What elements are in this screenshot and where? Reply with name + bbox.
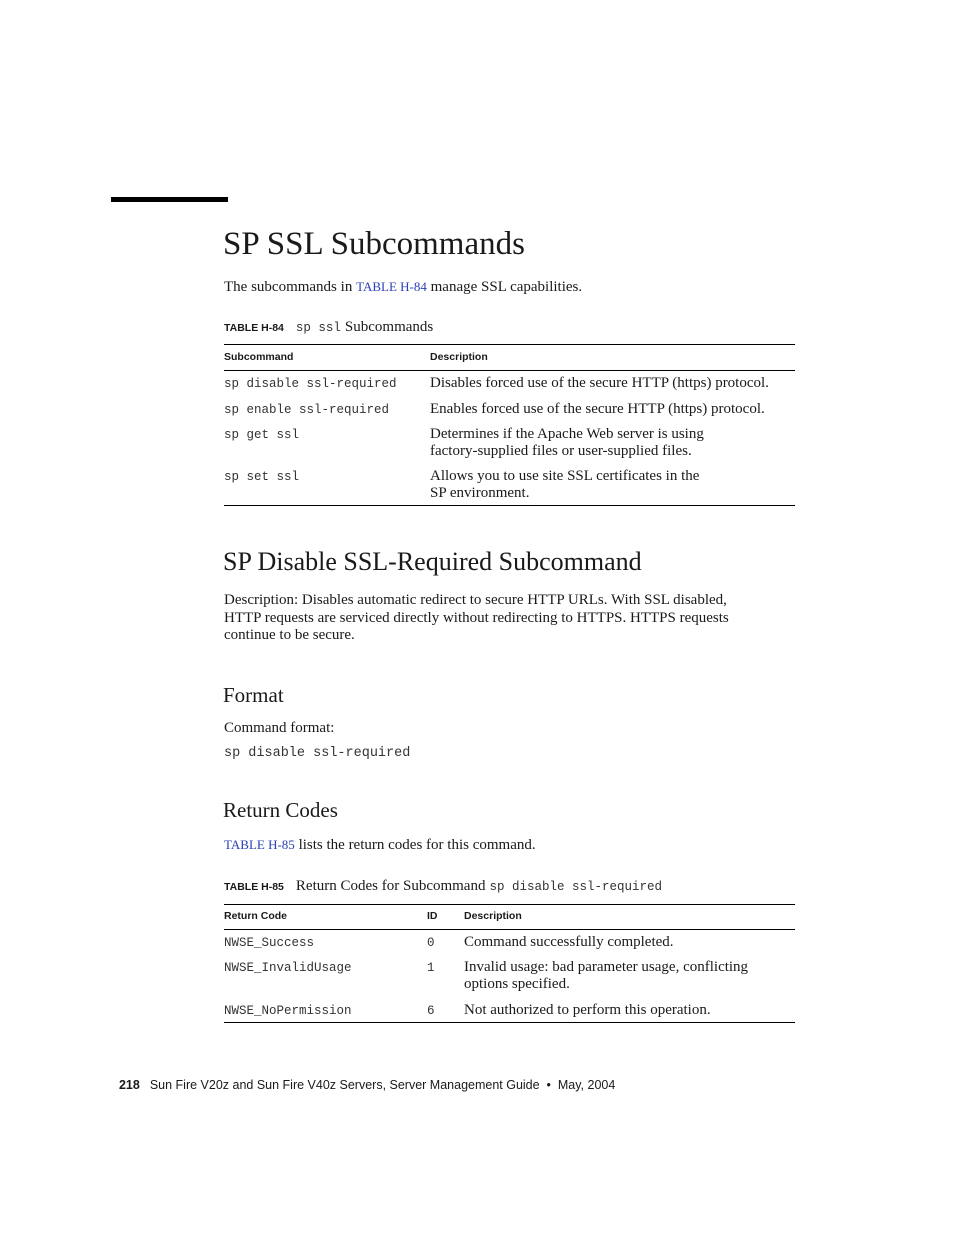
- table-cell-code: NWSE_NoPermission: [224, 1004, 352, 1018]
- table-bottom-rule: [224, 1022, 795, 1023]
- table-cell-description: Determines if the Apache Web server is using: [430, 426, 704, 442]
- table-cell-description: Command successfully completed.: [464, 934, 674, 950]
- table-cell-description: SP environment.: [430, 485, 530, 501]
- table-cell-command: sp enable ssl-required: [224, 403, 390, 417]
- table-h84-caption: [224, 318, 433, 337]
- col-header-id: ID: [427, 910, 438, 922]
- description-line: continue to be secure.: [224, 627, 355, 643]
- table-cell-code: NWSE_Success: [224, 936, 315, 950]
- return-codes-intro: [224, 836, 536, 855]
- table-cell-description: options specified.: [464, 976, 570, 992]
- table-cell-description: Invalid usage: bad parameter usage, conflicting: [464, 959, 749, 975]
- table-h84-link[interactable]: TABLE H-84: [356, 279, 427, 294]
- intro-text-post: manage SSL capabilities.: [430, 279, 583, 295]
- description-line: HTTP requests are serviced directly without redirecting to HTTPS. HTTPS requests: [224, 610, 729, 626]
- table-cell-command: sp get ssl: [224, 428, 300, 442]
- description-line: Description: Disables automatic redirect to secure HTTP URLs. With SSL disabled,: [224, 592, 727, 608]
- format-label: Command format:: [224, 720, 335, 736]
- table-label: TABLE H-85: [224, 881, 284, 893]
- return-codes-heading: Return Codes: [223, 798, 338, 822]
- table-cell-command: sp disable ssl-required: [224, 377, 397, 391]
- format-heading: Format: [223, 683, 284, 707]
- table-header-rule: [224, 370, 795, 371]
- table-header-rule: [224, 929, 795, 930]
- chapter-rule: [111, 197, 228, 202]
- col-header-subcommand: Subcommand: [224, 351, 294, 363]
- table-cell-id: 1: [427, 961, 435, 975]
- table-cell-code: NWSE_InvalidUsage: [224, 961, 352, 975]
- table-h85-link[interactable]: TABLE H-85: [224, 837, 295, 852]
- section-intro: [224, 278, 582, 297]
- caption-text: Subcommands: [344, 319, 434, 335]
- table-top-rule: [224, 344, 795, 345]
- section-title: SP SSL Subcommands: [223, 226, 525, 262]
- table-h85-caption: [224, 877, 662, 896]
- table-label: TABLE H-84: [224, 322, 284, 334]
- footer-text: Sun Fire V20z and Sun Fire V40z Servers, Server Management Guide • May, 2004: [149, 1078, 616, 1092]
- col-header-description: Description: [464, 910, 522, 922]
- return-codes-intro-text: lists the return codes for this command.: [298, 837, 536, 853]
- page-footer: [112, 1064, 615, 1092]
- table-cell-description: Disables forced use of the secure HTTP (https) protocol.: [430, 375, 769, 391]
- intro-text-pre: The subcommands in: [224, 279, 353, 295]
- page-number: 218: [118, 1078, 140, 1092]
- caption-text: Return Codes for Subcommand: [295, 878, 486, 894]
- subsection-title: SP Disable SSL-Required Subcommand: [223, 547, 642, 576]
- table-cell-id: 0: [427, 936, 435, 950]
- format-command: sp disable ssl-required: [224, 746, 411, 761]
- caption-code: sp disable ssl-required: [489, 880, 662, 894]
- table-bottom-rule: [224, 505, 795, 506]
- table-cell-description: Allows you to use site SSL certificates in the: [430, 468, 700, 484]
- caption-code: sp ssl: [295, 321, 341, 335]
- table-top-rule: [224, 904, 795, 905]
- table-cell-description: factory-supplied files or user-supplied files.: [430, 443, 692, 459]
- col-header-description: Description: [430, 351, 488, 363]
- table-cell-command: sp set ssl: [224, 470, 300, 484]
- table-cell-description: Enables forced use of the secure HTTP (https) protocol.: [430, 401, 765, 417]
- col-header-return-code: Return Code: [224, 910, 287, 922]
- table-cell-description: Not authorized to perform this operation.: [464, 1002, 711, 1018]
- table-cell-id: 6: [427, 1004, 435, 1018]
